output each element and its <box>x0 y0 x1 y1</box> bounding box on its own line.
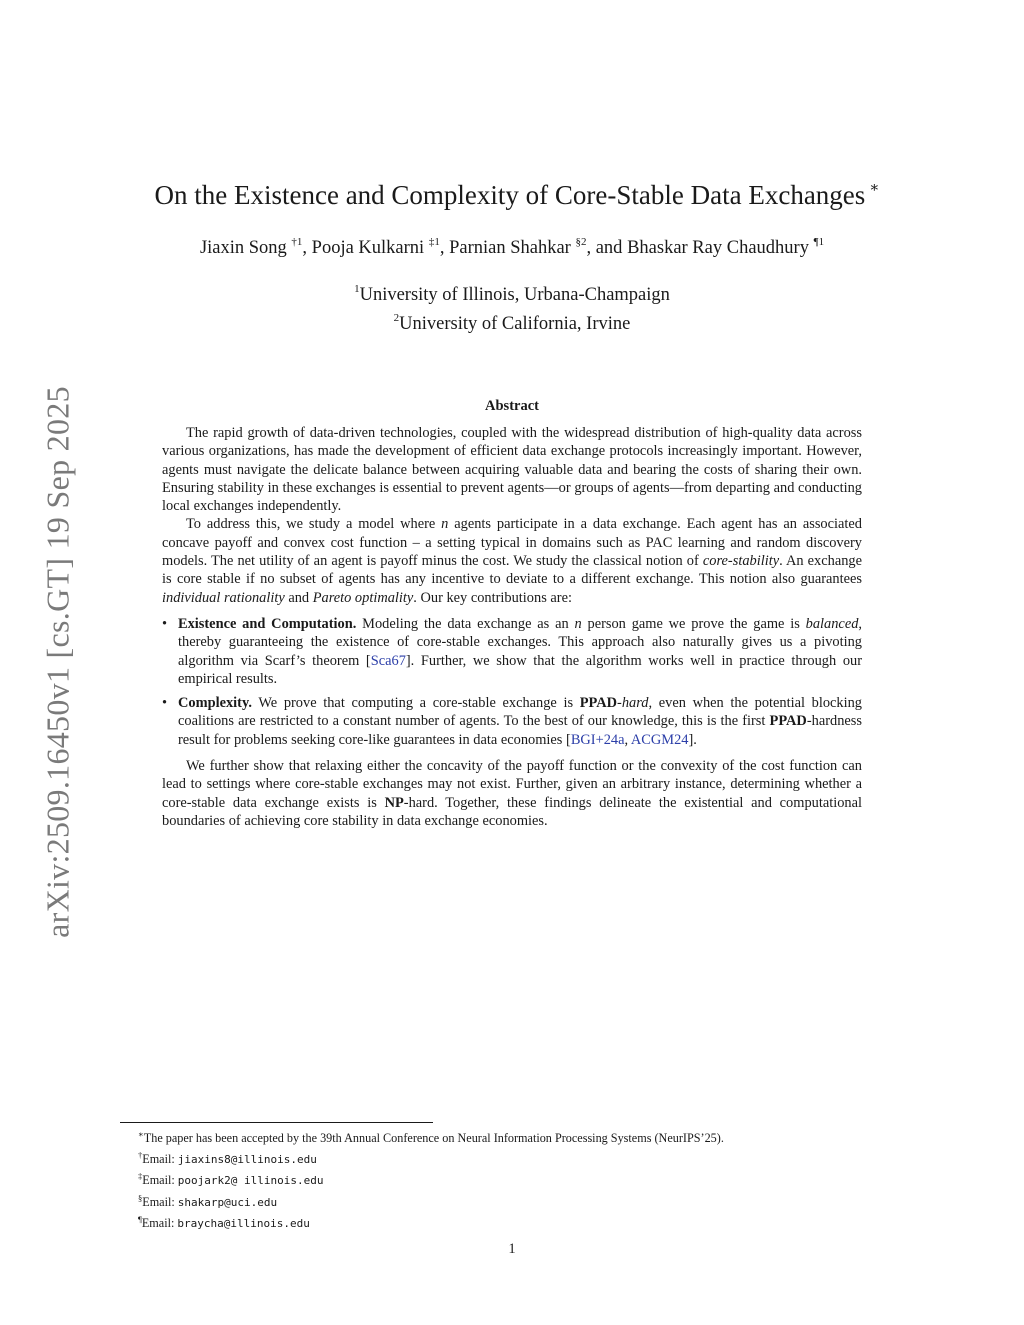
bullet-icon: • <box>162 615 168 632</box>
footnote-text: Email: <box>141 1216 178 1230</box>
text-run: . An exchange is core stable if no subset of agents has any incentive to deviate to a different exchange. This notion also guarantees <box>162 553 862 588</box>
title-footnote-mark: ∗ <box>869 180 880 196</box>
math-var: n <box>441 516 449 533</box>
page-number: 1 <box>508 1241 516 1257</box>
author-separator: , <box>302 238 312 258</box>
emphasis: Pareto optimality <box>312 589 414 606</box>
item-lead: Complexity. <box>178 695 252 712</box>
text-run: -hardness result for problems seeking core-like guarantees in data economies [ <box>178 713 862 748</box>
footnote-mark: ¶ <box>138 1214 142 1224</box>
paper-title-text: On the Existence and Complexity of Core-Stable Data Exchanges <box>154 180 866 210</box>
text-run: To address this, we study a model where <box>186 516 442 533</box>
emphasis: -hard <box>617 695 649 712</box>
abstract-body <box>162 424 862 830</box>
text-run: and <box>284 589 313 606</box>
text-run: , <box>624 731 631 748</box>
footnote-text: Email: <box>142 1173 178 1187</box>
author-marks: †1 <box>291 236 303 248</box>
affiliation-number: 1 <box>354 283 360 295</box>
abstract-heading: Abstract <box>485 398 539 414</box>
item-lead: Existence and Computation. <box>178 615 357 632</box>
affiliation-name: University of California, Irvine <box>399 314 631 334</box>
paper-title <box>0 178 1024 211</box>
text-run: , even when the potential blocking coalitions are restricted to a constant number of agents. To the best of our knowledge, this is the first <box>178 695 862 730</box>
affiliation-name: University of Illinois, Urbana-Champaign <box>359 285 670 305</box>
emphasis: balanced <box>805 615 859 632</box>
text-run: person game we prove the game is <box>581 615 806 632</box>
emphasis: core-stability <box>702 553 780 570</box>
citation-link[interactable]: Sca67 <box>370 652 406 669</box>
text-run: Modeling the data exchange as an <box>356 615 575 632</box>
footnote <box>138 1211 928 1233</box>
author-marks: ‡1 <box>428 236 440 248</box>
emphasis: individual rationality <box>162 589 285 606</box>
text-run: ]. <box>688 731 697 748</box>
affiliation <box>0 278 1024 307</box>
citation-link[interactable]: BGI+24a <box>570 731 625 748</box>
footnotes <box>138 1126 928 1233</box>
footnote-email: jiaxins8@illinois.edu <box>177 1152 317 1166</box>
arxiv-identifier-stamp: arXiv:2509.16450v1 [cs.GT] 19 Sep 2025 <box>39 386 76 938</box>
abstract-paragraph <box>162 515 862 606</box>
bullet-icon: • <box>162 695 168 712</box>
footnote-text: Email: <box>142 1194 178 1209</box>
citation-link[interactable]: ACGM24 <box>630 731 689 748</box>
footnote <box>138 1168 928 1190</box>
affiliation <box>0 307 1024 336</box>
text-run: agents participate in a data exchange. Each agent has an associated concave payoff and convex cost function – a setting typical in domains such as PAC learning and random discovery models. The net utility of an agent is payoff minus the cost. We study the classical notion of <box>162 516 862 570</box>
footnote <box>138 1147 928 1169</box>
contributions-list <box>162 615 862 749</box>
footnote <box>138 1126 928 1147</box>
footnote-mark: ‡ <box>138 1171 143 1181</box>
author-name: Pooja Kulkarni <box>311 238 425 258</box>
list-item <box>162 615 862 688</box>
footnote-mark: † <box>138 1149 143 1160</box>
footnote-divider <box>120 1122 433 1123</box>
affiliation-number: 2 <box>393 312 400 324</box>
text-run: We prove that computing a core-stable exchange is <box>251 695 580 712</box>
author-separator: , and <box>586 238 628 258</box>
complexity-class: PPAD <box>769 713 807 730</box>
author-list <box>0 236 1024 259</box>
author-marks: ¶1 <box>813 236 825 248</box>
abstract-paragraph <box>162 757 862 830</box>
complexity-class: NP <box>384 794 404 811</box>
text-run: ]. Further, we show that the algorithm works well in practice through our empirical results. <box>178 652 862 687</box>
text-run: . Our key contributions are: <box>413 589 572 606</box>
abstract-paragraph: The rapid growth of data-driven technologies, coupled with the widespread distribution of high-quality data across various organizations, has made the development of efficient data exchange protocols increasingly important. However, agents must navigate the delicate balance between acquiring valuable data and bearing the costs of sharing their own. Ensuring stability in these exchanges is essential to prevent agents—or groups of agents—from departing and conducting local exchanges independently. <box>162 425 862 515</box>
author-name: Parnian Shahkar <box>449 238 571 258</box>
footnote-email: poojark2@ illinois.edu <box>177 1174 324 1187</box>
list-item <box>162 694 862 749</box>
footnote-email: braycha@illinois.edu <box>177 1217 310 1230</box>
footnote-text: The paper has been accepted by the 39th Annual Conference on Neural Information Processing Systems (NeurIPS’25). <box>143 1131 724 1145</box>
footnote-mark: ∗ <box>138 1129 144 1139</box>
footnote <box>138 1190 928 1212</box>
text-run: , thereby guaranteeing the existence of core-stable exchanges. This approach also naturally gives us a pivoting algorithm via Scarf’s theorem [ <box>178 615 863 669</box>
text-run: We further show that relaxing either the concavity of the payoff function or the convexity of the cost function can lead to settings where core-stable exchanges may not exist. Further, given an arbitrary instance, determining whether a core-stable data exchange exists is <box>162 758 862 811</box>
text-run: -hard. Together, these findings delineate the existential and computational boundaries of achieving core stability in data exchange economies. <box>162 794 862 829</box>
complexity-class: PPAD <box>579 695 618 712</box>
footnote-email: shakarp@uci.edu <box>177 1195 278 1209</box>
affiliations <box>0 278 1024 336</box>
math-var: n <box>574 615 582 632</box>
author-separator: , <box>439 238 450 258</box>
author-marks: §2 <box>575 236 587 248</box>
author-name: Bhaskar Ray Chaudhury <box>627 238 809 258</box>
author-name: Jiaxin Song <box>199 238 287 258</box>
footnote-mark: § <box>138 1192 143 1203</box>
footnote-text: Email: <box>142 1151 178 1166</box>
